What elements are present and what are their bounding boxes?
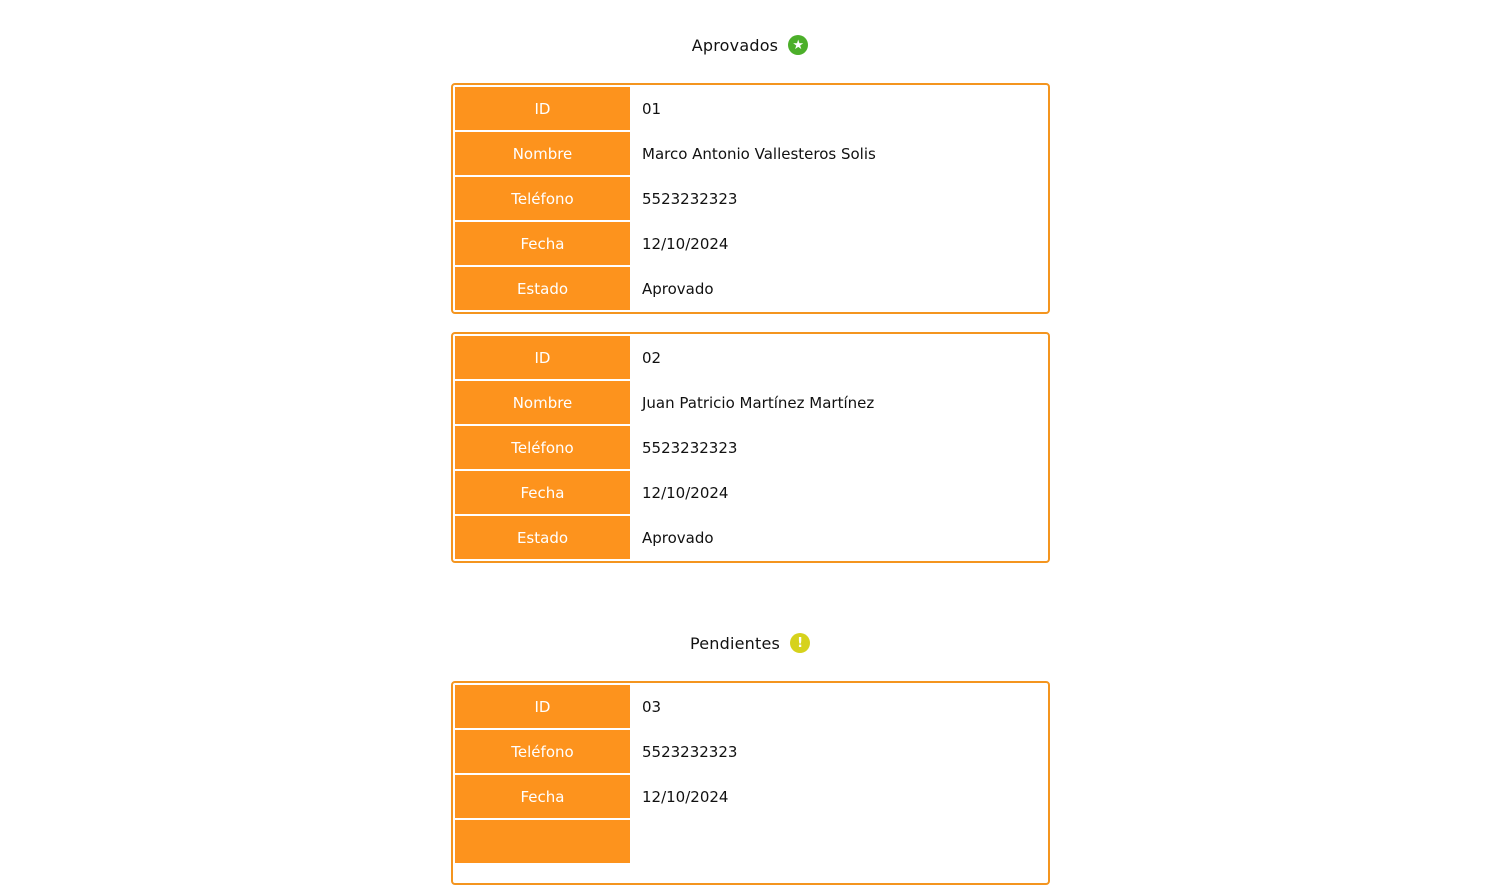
record-card-01 [451, 83, 1050, 314]
record-card-03 [451, 681, 1050, 885]
phone-label: Teléfono [455, 177, 630, 220]
date-value: 12/10/2024 [642, 234, 729, 253]
name-value: Juan Patricio Martínez Martínez [642, 393, 875, 412]
phone-value: 5523232323 [642, 438, 738, 457]
record-row-phone [455, 177, 1046, 220]
record-row-date [455, 471, 1046, 514]
record-row-id [455, 87, 1046, 130]
record-row-partial [455, 820, 1046, 863]
status-value: Aprovado [642, 528, 714, 547]
phone-label: Teléfono [455, 730, 630, 773]
record-row-id [455, 685, 1046, 728]
date-value: 12/10/2024 [642, 483, 729, 502]
pending-section-header [0, 631, 1500, 655]
partial-value [632, 820, 1046, 863]
record-row-date [455, 775, 1046, 818]
pending-section-title: Pendientes [689, 633, 781, 653]
name-label: Nombre [455, 381, 630, 424]
date-label: Fecha [455, 471, 630, 514]
star-check-icon: ★ [788, 35, 808, 55]
id-value: 01 [642, 99, 662, 118]
record-table [453, 683, 1048, 865]
date-value: 12/10/2024 [642, 787, 729, 806]
record-row-status [455, 267, 1046, 310]
name-label: Nombre [455, 132, 630, 175]
name-value: Marco Antonio Vallesteros Solis [642, 144, 876, 163]
status-label: Estado [455, 516, 630, 559]
id-value: 02 [642, 348, 662, 367]
record-row-id [455, 336, 1046, 379]
record-row-name [455, 381, 1046, 424]
record-row-name [455, 132, 1046, 175]
approved-section-title: Aprovados [691, 35, 779, 55]
date-label: Fecha [455, 222, 630, 265]
status-label: Estado [455, 267, 630, 310]
id-label: ID [455, 87, 630, 130]
record-row-phone [455, 426, 1046, 469]
phone-value: 5523232323 [642, 742, 738, 761]
record-card-02 [451, 332, 1050, 563]
id-label: ID [455, 336, 630, 379]
status-value: Aprovado [642, 279, 714, 298]
date-label: Fecha [455, 775, 630, 818]
record-table [453, 85, 1048, 312]
phone-label: Teléfono [455, 426, 630, 469]
record-row-date [455, 222, 1046, 265]
phone-value: 5523232323 [642, 189, 738, 208]
record-table [453, 334, 1048, 561]
approved-section-header [0, 33, 1500, 57]
record-row-phone [455, 730, 1046, 773]
id-label: ID [455, 685, 630, 728]
exclamation-icon: ! [790, 633, 810, 653]
partial-label [455, 820, 630, 863]
id-value: 03 [642, 697, 662, 716]
record-row-status [455, 516, 1046, 559]
